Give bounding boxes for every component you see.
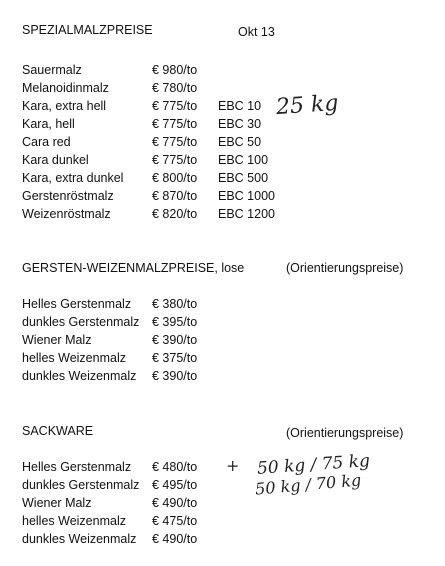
malt-ebc: EBC 50	[218, 135, 262, 149]
malt-name: Helles Gerstenmalz	[22, 297, 132, 311]
section-title-lose: GERSTEN-WEIZENMALZPREISE, lose	[22, 261, 245, 275]
malt-name: Helles Gerstenmalz	[22, 460, 132, 474]
malt-price: € 780/to	[152, 81, 198, 95]
malt-name: Cara red	[22, 135, 71, 149]
handwritten-note-25kg: 25 kg	[275, 90, 340, 121]
malt-price: € 480/to	[152, 460, 198, 474]
malt-price: € 380/to	[152, 297, 198, 311]
malt-name: helles Weizenmalz	[22, 351, 126, 365]
malt-price: € 800/to	[152, 171, 198, 185]
malt-price: € 495/to	[152, 478, 198, 492]
malt-price: € 820/to	[152, 207, 198, 221]
malt-price: € 390/to	[152, 333, 198, 347]
malt-ebc: EBC 100	[218, 153, 269, 167]
malt-price: € 375/to	[152, 351, 198, 365]
malt-ebc: EBC 30	[218, 117, 262, 131]
malt-name: Kara, extra hell	[22, 99, 107, 113]
malt-ebc: EBC 500	[218, 171, 269, 185]
malt-price: € 775/to	[152, 117, 198, 131]
malt-price: € 490/to	[152, 532, 198, 546]
malt-price: € 775/to	[152, 99, 198, 113]
malt-name: Melanoidinmalz	[22, 81, 109, 95]
handwritten-note-50-75kg: 50 kg / 75 kg	[256, 451, 371, 479]
malt-name: helles Weizenmalz	[22, 514, 126, 528]
handwritten-note-50-70kg: 50 kg / 70 kg	[254, 470, 362, 499]
malt-name: Kara, extra dunkel	[22, 171, 124, 185]
malt-name: Wiener Malz	[22, 333, 92, 347]
section-title-sack: SACKWARE	[22, 424, 94, 438]
malt-name: dunkles Gerstenmalz	[22, 315, 140, 329]
section-subtitle-lose: (Orientierungspreise)	[286, 261, 404, 275]
section-subtitle-sack: (Orientierungspreise)	[286, 426, 404, 440]
malt-price: € 775/to	[152, 135, 198, 149]
malt-price: € 490/to	[152, 496, 198, 510]
malt-name: Gerstenröstmalz	[22, 189, 114, 203]
malt-name: Sauermalz	[22, 63, 82, 77]
malt-ebc: EBC 10	[218, 99, 262, 113]
malt-price: € 475/to	[152, 514, 198, 528]
malt-price: € 870/to	[152, 189, 198, 203]
malt-name: dunkles Weizenmalz	[22, 369, 137, 383]
malt-name: Kara dunkel	[22, 153, 89, 167]
malt-price: € 775/to	[152, 153, 198, 167]
page-title: SPEZIALMALZPREISE	[22, 23, 153, 37]
malt-ebc: EBC 1000	[218, 189, 275, 203]
date-label: Okt 13	[238, 25, 275, 39]
malt-price: € 980/to	[152, 63, 198, 77]
malt-price: € 395/to	[152, 315, 198, 329]
handwritten-plus: +	[226, 456, 240, 475]
malt-name: Kara, hell	[22, 117, 75, 131]
malt-name: dunkles Gerstenmalz	[22, 478, 140, 492]
malt-price: € 390/to	[152, 369, 198, 383]
malt-ebc: EBC 1200	[218, 207, 275, 221]
malt-name: dunkles Weizenmalz	[22, 532, 137, 546]
malt-name: Wiener Malz	[22, 496, 92, 510]
malt-name: Weizenröstmalz	[22, 207, 111, 221]
